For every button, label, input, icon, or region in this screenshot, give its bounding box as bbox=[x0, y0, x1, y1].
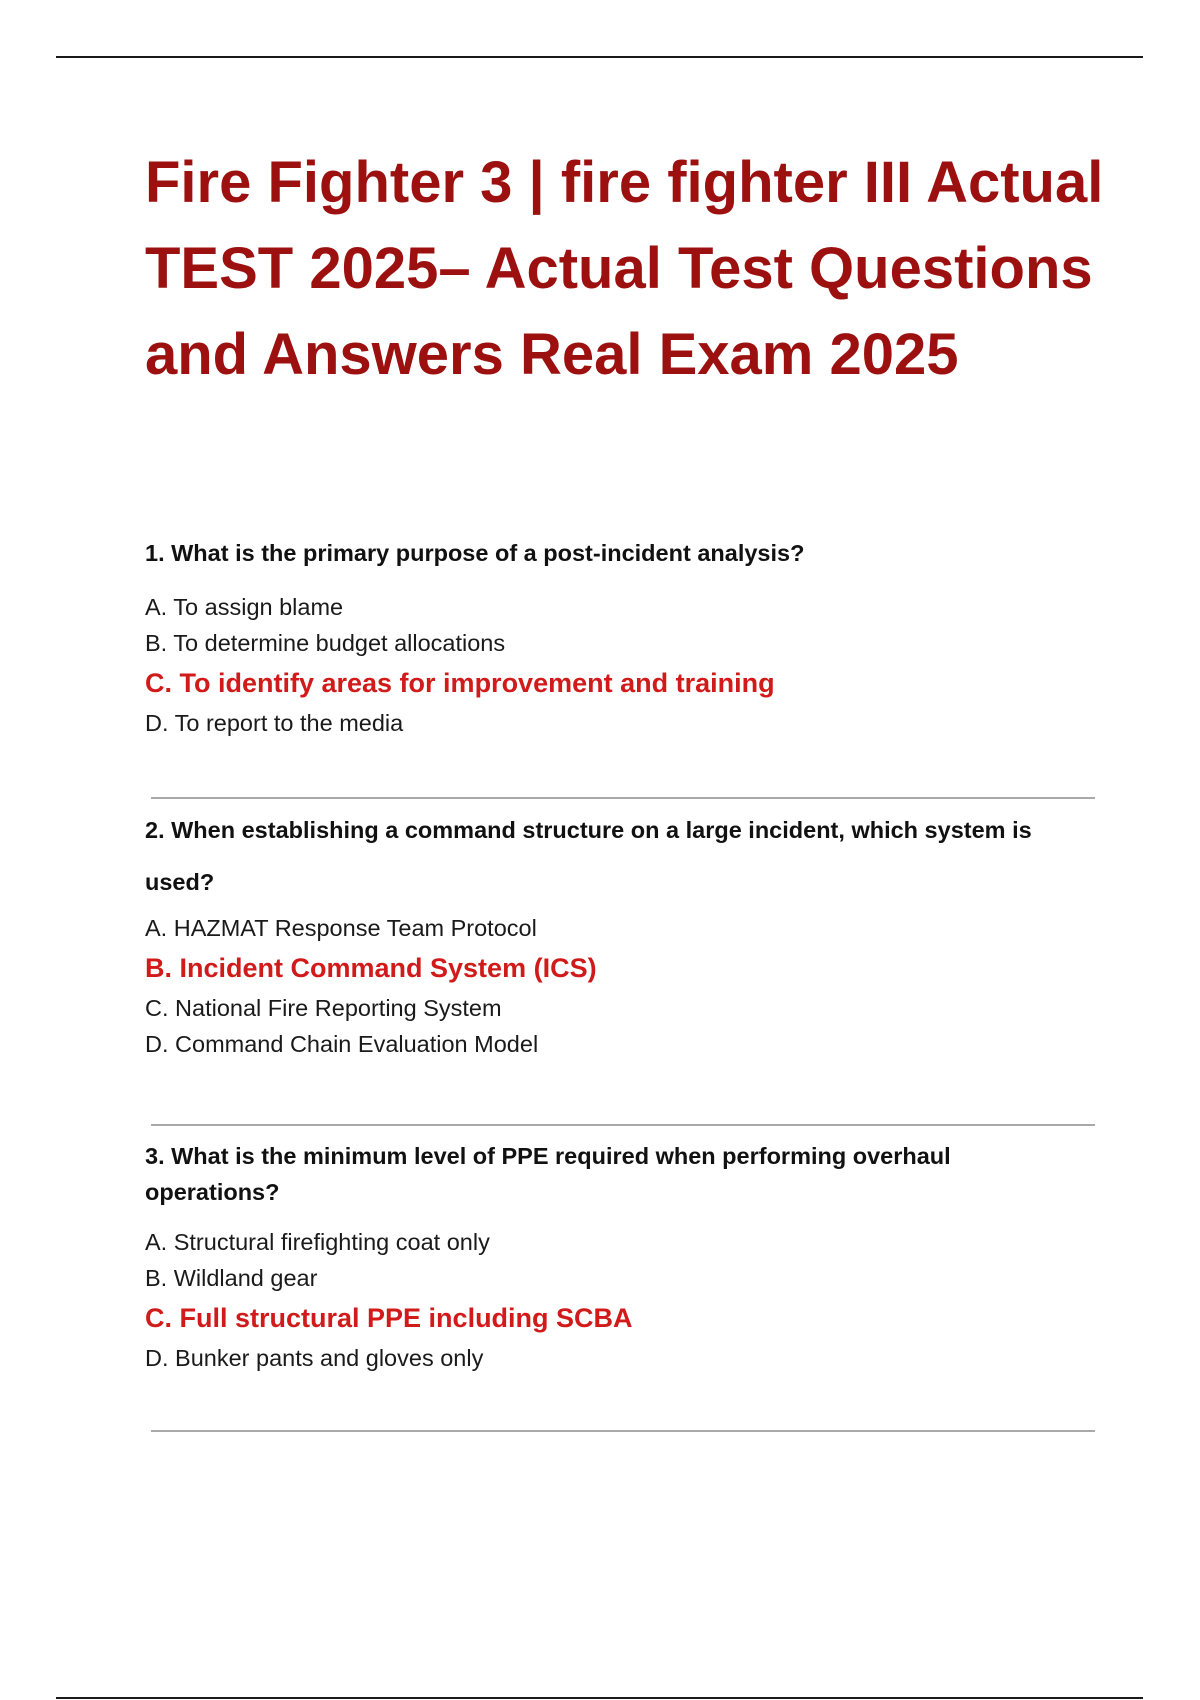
option-a: A. HAZMAT Response Team Protocol bbox=[145, 915, 537, 941]
question-text: 3. What is the minimum level of PPE required when performing overhaul operations? bbox=[145, 1143, 951, 1205]
option-c-correct-answer: C. Full structural PPE including SCBA bbox=[145, 1303, 633, 1333]
option-c: C. National Fire Reporting System bbox=[145, 995, 502, 1021]
question-text: 1. What is the primary purpose of a post-incident analysis? bbox=[145, 540, 805, 566]
question-2 bbox=[145, 804, 1105, 1062]
option-d: D. Command Chain Evaluation Model bbox=[145, 1031, 539, 1057]
option-d: D. Bunker pants and gloves only bbox=[145, 1345, 484, 1371]
answer-options bbox=[145, 910, 1105, 1062]
answer-options bbox=[145, 589, 1105, 741]
header-rule bbox=[56, 56, 1143, 58]
option-c-correct-answer: C. To identify areas for improvement and training bbox=[145, 668, 775, 698]
answer-options bbox=[145, 1224, 1105, 1376]
question-text: 2. When establishing a command structure on a large incident, which system is used? bbox=[145, 817, 1032, 895]
option-d: D. To report to the media bbox=[145, 710, 404, 736]
question-3 bbox=[145, 1138, 1105, 1376]
question-1 bbox=[145, 535, 1105, 741]
footer-rule bbox=[56, 1697, 1143, 1699]
option-b: B. Wildland gear bbox=[145, 1265, 318, 1291]
option-b-correct-answer: B. Incident Command System (ICS) bbox=[145, 953, 597, 983]
question-divider bbox=[151, 1430, 1095, 1432]
question-divider bbox=[151, 1124, 1095, 1126]
option-a: A. Structural firefighting coat only bbox=[145, 1229, 490, 1255]
option-a: A. To assign blame bbox=[145, 594, 344, 620]
option-b: B. To determine budget allocations bbox=[145, 630, 506, 656]
document-title: Fire Fighter 3 | fire fighter III Actual TEST 2025– Actual Test Questions and Answers Real Exam 2025 bbox=[145, 150, 1104, 387]
question-divider bbox=[151, 797, 1095, 799]
